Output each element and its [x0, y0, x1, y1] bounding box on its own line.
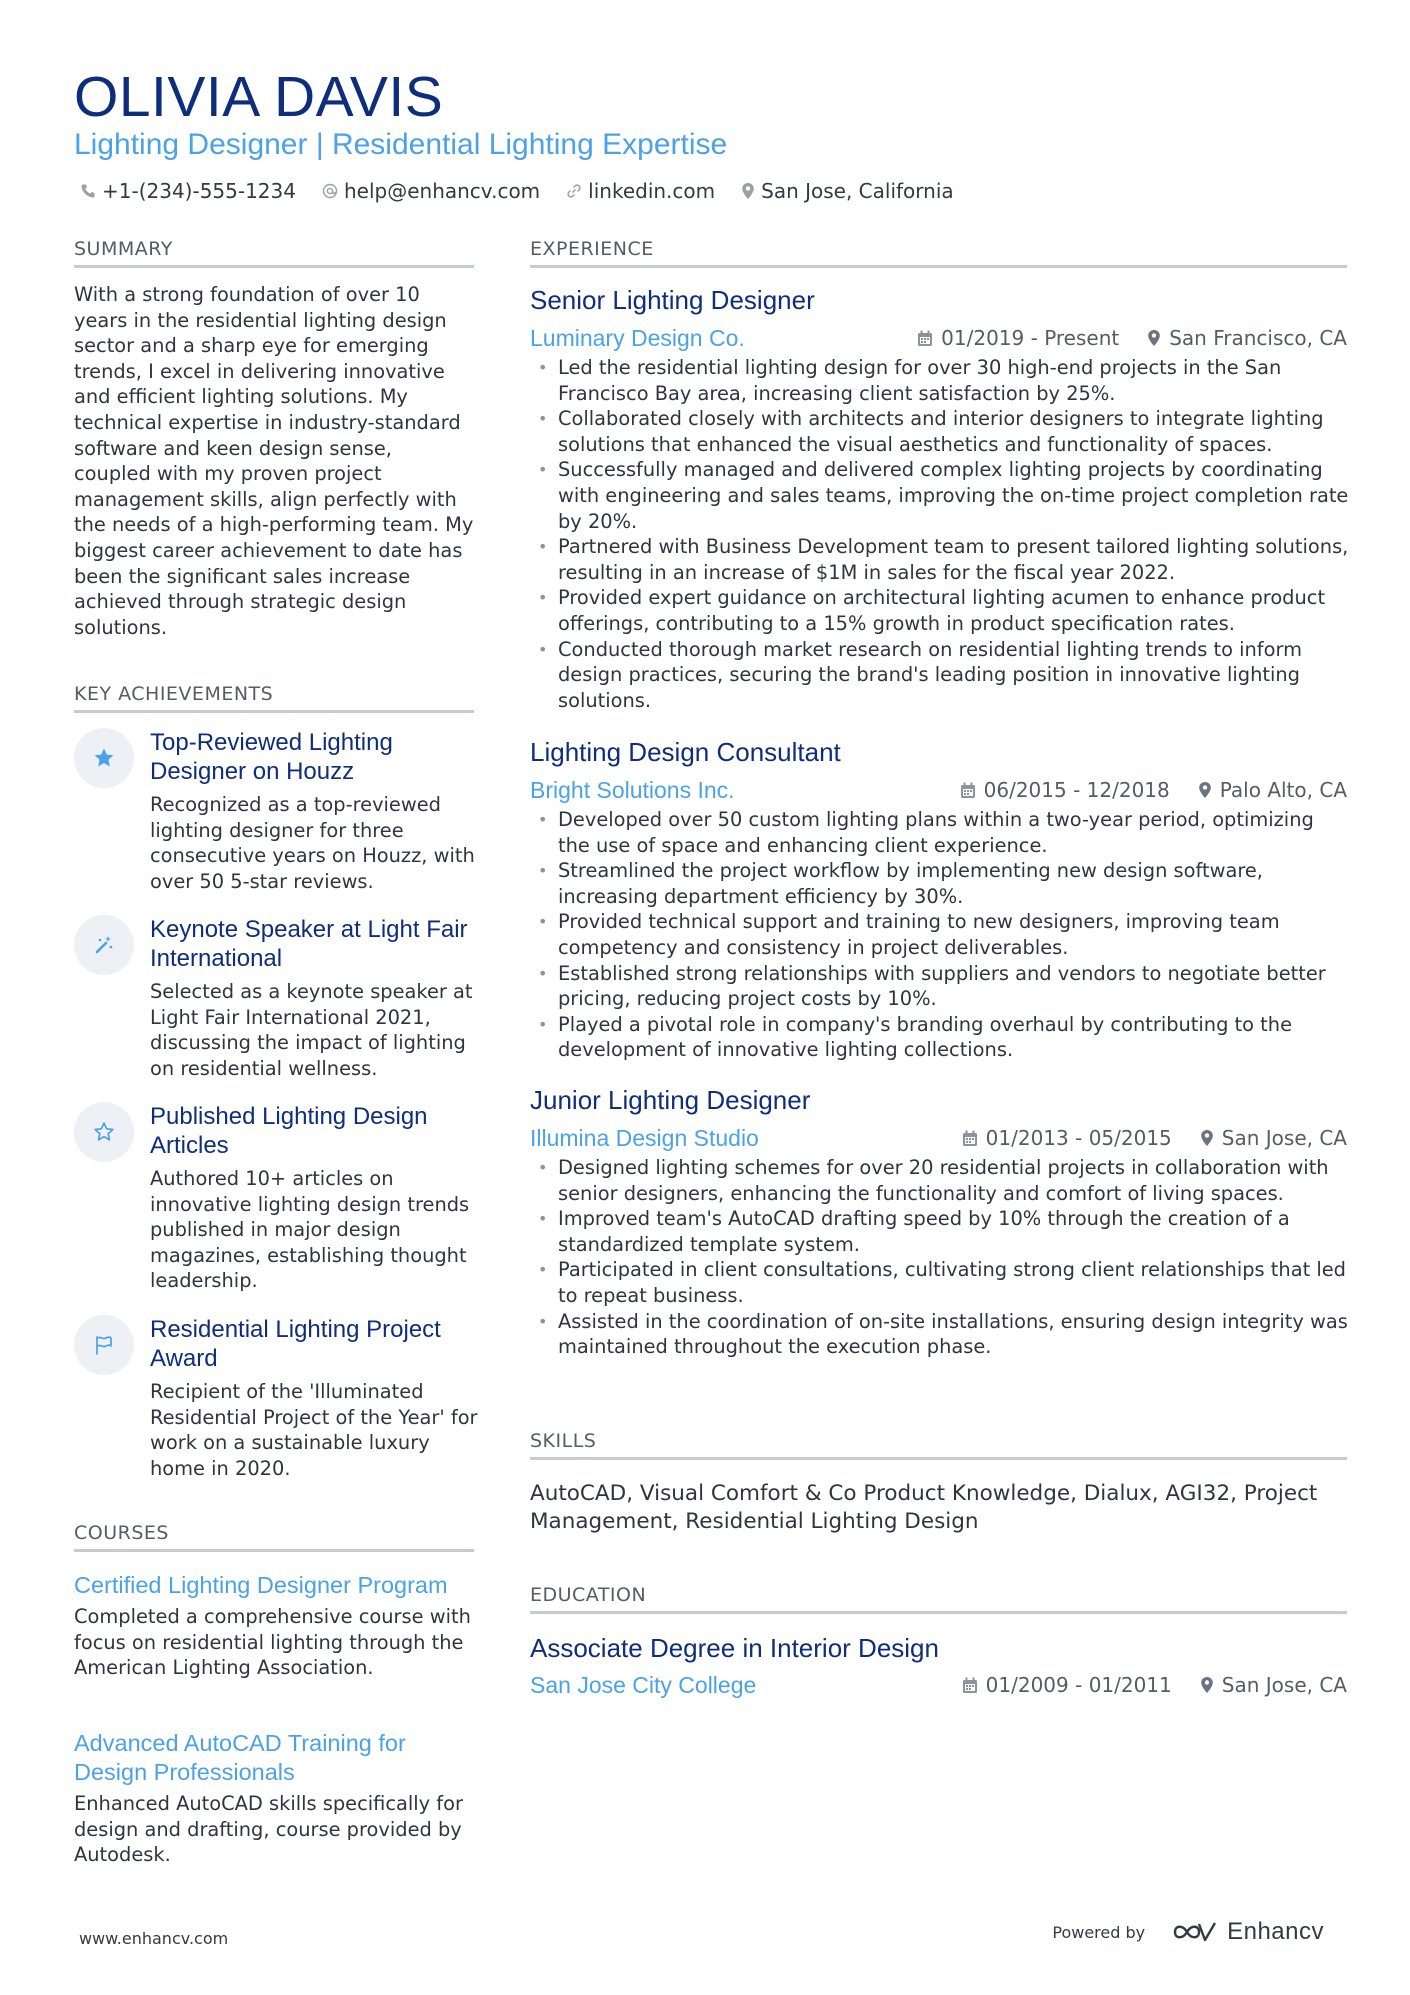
- bullet-item: • Improved team's AutoCAD drafting speed by 10% through the creation of a standardized template system.: [530, 1206, 1350, 1257]
- experience-section-title: EXPERIENCE: [530, 237, 1347, 268]
- calendar-icon: [962, 1677, 978, 1694]
- calendar-icon: [960, 782, 976, 799]
- course-desc: Completed a comprehensive course with focus on residential lighting through the American Lighting Association.: [74, 1605, 471, 1680]
- candidate-headline: Lighting Designer | Residential Lighting Expertise: [74, 128, 728, 161]
- bullet-item: • Streamlined the project workflow by implementing new design software, increasing department efficiency by 30%.: [530, 858, 1350, 909]
- achievement-desc: Selected as a keynote speaker at Light Fair International 2021, discussing the impact of lighting on residential wellness.: [150, 980, 473, 1080]
- skills-text: AutoCAD, Visual Comfort & Co Product Knowledge, Dialux, AGI32, Project Management, Residential Lighting Design: [530, 1481, 1318, 1534]
- contact-bar: [80, 176, 980, 206]
- flag-icon: [92, 1333, 116, 1357]
- achievement-title: Published Lighting Design Articles: [150, 1103, 428, 1159]
- calendar-icon: [917, 330, 933, 347]
- job-meta: [962, 1123, 1347, 1153]
- summary-text: With a strong foundation of over 10 years in the residential lighting design sector and a sharp eye for emerging trends, I excel in delivering innovative and efficient lighting solutions. My technical expertise in industry-standard software and keen design sense, coupled with my proven project management skills, align perfectly with the needs of a high-performing team. My biggest career achievement to date has been the significant sales increase achieved through strategic design solutions.: [74, 283, 474, 639]
- star-outline-icon: [92, 1120, 116, 1144]
- bullet-item: • Successfully managed and delivered complex lighting projects by coordinating with engineering and sales teams, improving the on-time project completion rate by 20%.: [530, 457, 1350, 534]
- achievement-desc: Recognized as a top-reviewed lighting designer for three consecutive years on Houzz, with over 50 5-star reviews.: [150, 793, 475, 893]
- achievement-title: Top-Reviewed Lighting Designer on Houzz: [150, 729, 393, 785]
- bullet-item: • Designed lighting schemes for over 20 residential projects in collaboration with senior designers, enhancing the functionality and comfort of living spaces.: [530, 1155, 1350, 1206]
- job-dates-text: 01/2013 - 05/2015: [985, 1126, 1172, 1150]
- job-meta: [960, 775, 1347, 805]
- education-school: San Jose City College: [530, 1672, 757, 1698]
- job-location: [1147, 323, 1347, 353]
- linkedin-text: linkedin.com: [588, 179, 716, 203]
- course-desc: Enhanced AutoCAD skills specifically for design and drafting, course provided by Autodesk.: [74, 1792, 463, 1867]
- at-icon: [322, 183, 338, 199]
- achievement-title: Residential Lighting Project Award: [150, 1316, 441, 1372]
- achievement-icon-wrap: [74, 915, 134, 975]
- location-pin-icon: [1200, 1676, 1214, 1694]
- skills-section-title: SKILLS: [530, 1429, 1347, 1460]
- summary-section-title: SUMMARY: [74, 237, 474, 268]
- achievement-icon-wrap: [74, 1315, 134, 1375]
- job-company: Illumina Design Studio: [530, 1125, 759, 1151]
- job-location: [1198, 775, 1347, 805]
- achievement-title: Keynote Speaker at Light Fair International: [150, 916, 468, 972]
- job-dates-text: 06/2015 - 12/2018: [983, 778, 1170, 802]
- magic-wand-icon: [92, 933, 116, 957]
- job-meta: [917, 323, 1347, 353]
- job-location-text: San Jose, CA: [1221, 1126, 1347, 1150]
- contact-phone[interactable]: [80, 176, 296, 206]
- bullet-item: • Partnered with Business Development team to present tailored lighting solutions, resulting in an increase of $1M in sales for the fiscal year 2022.: [530, 534, 1350, 585]
- job-bullets: [530, 807, 1350, 1063]
- job-company: Luminary Design Co.: [530, 325, 745, 351]
- powered-by-text: Powered by: [1052, 1922, 1146, 1942]
- education-dates-text: 01/2009 - 01/2011: [985, 1673, 1172, 1697]
- achievements-section-title: KEY ACHIEVEMENTS: [74, 682, 474, 713]
- job-dates-text: 01/2019 - Present: [941, 326, 1120, 350]
- email-text: help@enhancv.com: [343, 179, 541, 203]
- link-icon: [566, 183, 582, 199]
- location-pin-icon: [1147, 329, 1161, 347]
- job-bullets: [530, 1155, 1350, 1360]
- contact-location: [741, 176, 954, 206]
- brand-name: Enhancv: [1227, 1918, 1324, 1945]
- location-text: San Jose, California: [761, 179, 954, 203]
- phone-text: +1-(234)-555-1234: [102, 179, 296, 203]
- location-pin-icon: [1198, 781, 1212, 799]
- education-degree: Associate Degree in Interior Design: [530, 1633, 939, 1663]
- achievement-icon-wrap: [74, 728, 134, 788]
- phone-icon: [80, 183, 96, 199]
- contact-email[interactable]: [322, 176, 540, 206]
- footer-website[interactable]: www.enhancv.com: [79, 1929, 229, 1948]
- education-location-text: San Jose, CA: [1221, 1673, 1347, 1697]
- bullet-item: • Developed over 50 custom lighting plans within a two-year period, optimizing the use of space and enhancing client experience.: [530, 807, 1350, 858]
- bullet-item: • Collaborated closely with architects and interior designers to integrate lighting solutions that enhanced the visual aesthetics and functionality of spaces.: [530, 406, 1350, 457]
- course-title: Advanced AutoCAD Training for Design Professionals: [74, 1730, 406, 1785]
- bullet-item: • Established strong relationships with suppliers and vendors to negotiate better pricing, reducing project costs by 10%.: [530, 961, 1350, 1012]
- job-dates: [962, 1123, 1172, 1153]
- job-bullets: [530, 355, 1350, 713]
- job-location-text: Palo Alto, CA: [1219, 778, 1347, 802]
- achievement-icon-wrap: [74, 1102, 134, 1162]
- location-pin-icon: [741, 182, 755, 200]
- calendar-icon: [962, 1130, 978, 1147]
- star-filled-icon: [92, 746, 116, 770]
- education-location: [1200, 1670, 1347, 1700]
- bullet-item: • Assisted in the coordination of on-site installations, ensuring design integrity was maintained throughout the execution phase.: [530, 1309, 1350, 1360]
- enhancv-logo-icon: [1171, 1919, 1219, 1945]
- education-section-title: EDUCATION: [530, 1583, 1347, 1614]
- job-location-text: San Francisco, CA: [1169, 326, 1347, 350]
- job-title: Senior Lighting Designer: [530, 285, 815, 315]
- job-dates: [960, 775, 1170, 805]
- bullet-item: • Provided expert guidance on architectural lighting acumen to enhance product offerings, contributing to a 15% growth in product specification rates.: [530, 585, 1350, 636]
- job-title: Lighting Design Consultant: [530, 737, 841, 767]
- achievement-desc: Authored 10+ articles on innovative lighting design trends published in major design magazines, establishing thought leadership.: [150, 1167, 470, 1293]
- education-dates: [962, 1670, 1172, 1700]
- candidate-name: OLIVIA DAVIS: [74, 65, 444, 129]
- job-company: Bright Solutions Inc.: [530, 777, 735, 803]
- education-meta: [962, 1670, 1347, 1700]
- bullet-item: • Conducted thorough market research on residential lighting trends to inform design practices, securing the brand's leading position in innovative lighting solutions.: [530, 637, 1350, 714]
- footer-branding[interactable]: [1052, 1918, 1324, 1946]
- bullet-item: • Led the residential lighting design for over 30 high-end projects in the San Francisco Bay area, increasing client satisfaction by 25%.: [530, 355, 1350, 406]
- contact-linkedin[interactable]: [566, 176, 715, 206]
- job-location: [1200, 1123, 1347, 1153]
- bullet-item: • Provided technical support and training to new designers, improving team competency and consistency in project deliverables.: [530, 909, 1350, 960]
- bullet-item: • Played a pivotal role in company's branding overhaul by contributing to the development of innovative lighting collections.: [530, 1012, 1350, 1063]
- job-dates: [917, 323, 1119, 353]
- location-pin-icon: [1200, 1129, 1214, 1147]
- bullet-item: • Participated in client consultations, cultivating strong client relationships that led to repeat business.: [530, 1257, 1350, 1308]
- job-title: Junior Lighting Designer: [530, 1085, 811, 1115]
- achievement-desc: Recipient of the 'Illuminated Residential Project of the Year' for work on a sustainable luxury home in 2020.: [150, 1380, 478, 1480]
- course-title: Certified Lighting Designer Program: [74, 1572, 448, 1598]
- courses-section-title: COURSES: [74, 1521, 474, 1552]
